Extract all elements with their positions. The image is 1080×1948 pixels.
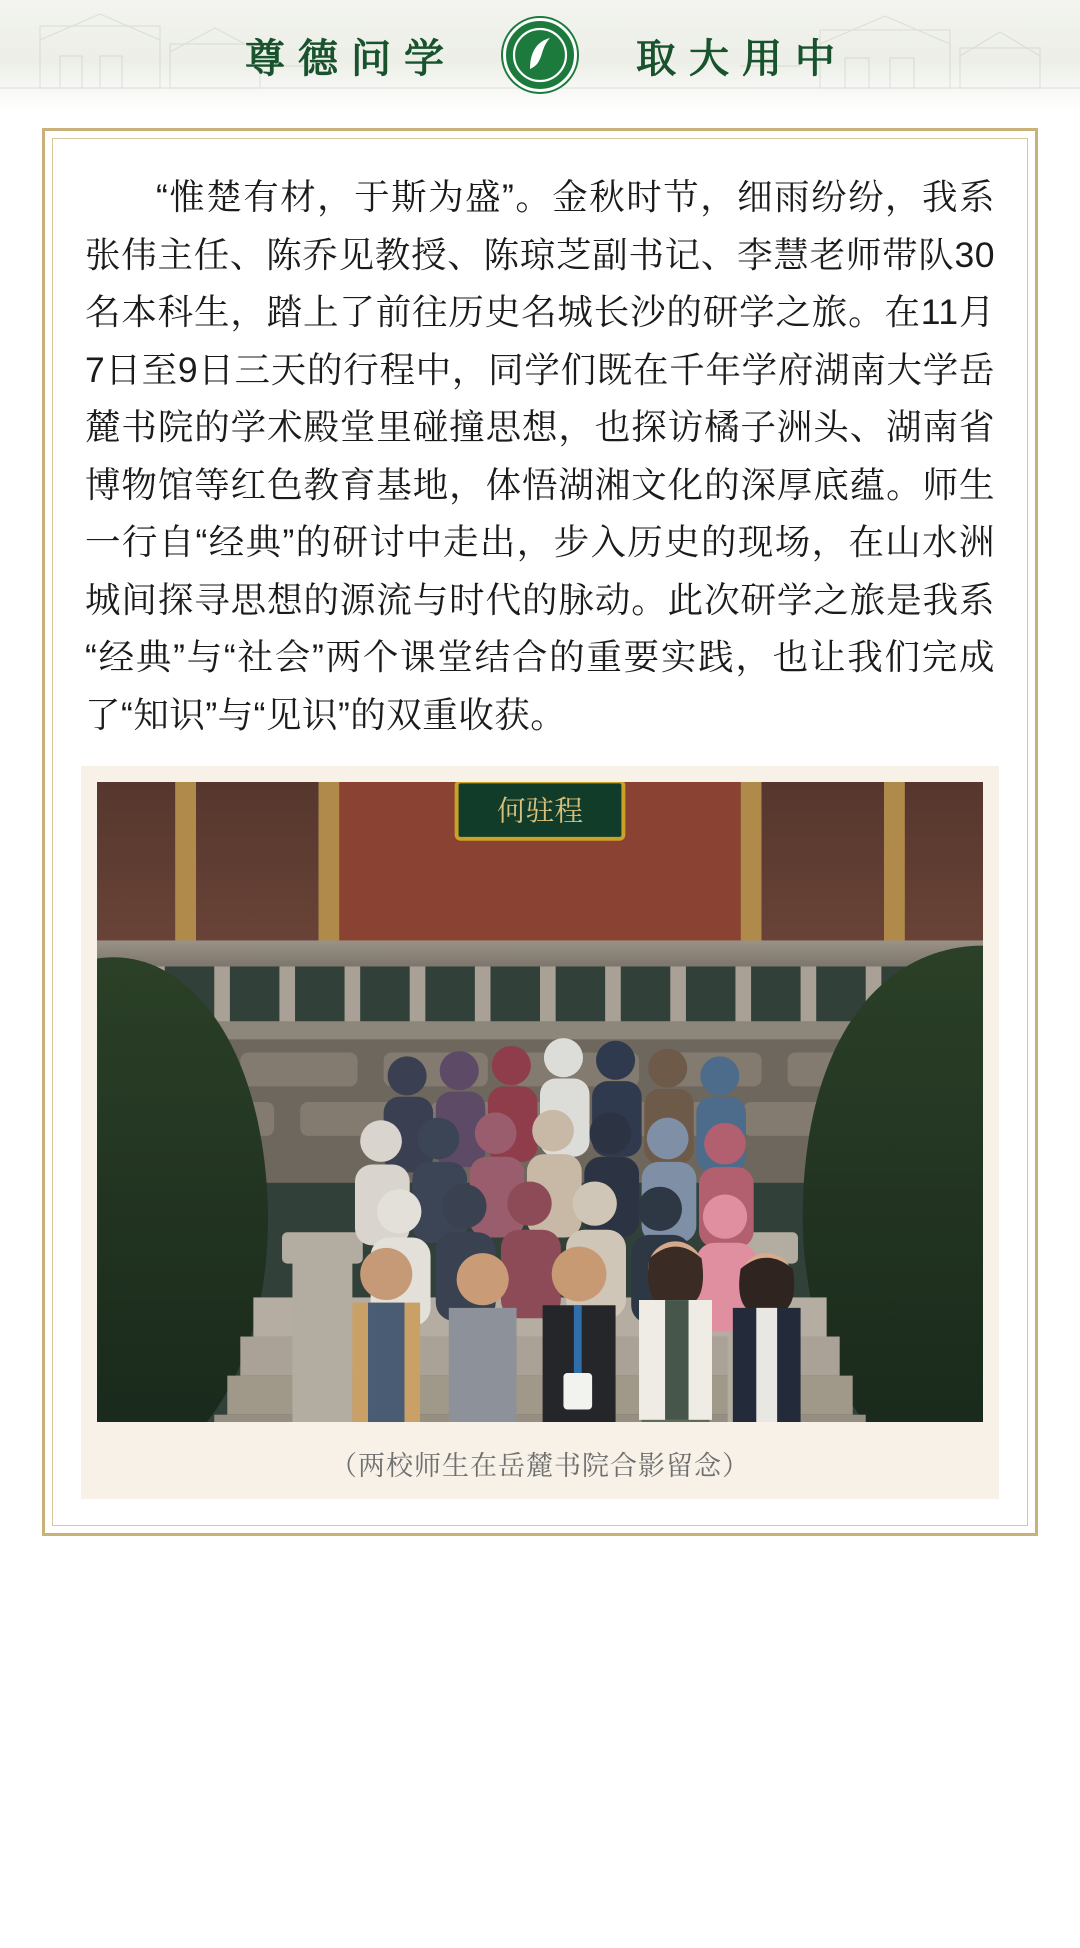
article-frame-outer [42, 128, 1038, 1536]
group-photo-figure [81, 766, 999, 1499]
article-paragraph: “惟楚有材，于斯为盛”。金秋时节，细雨纷纷，我系张伟主任、陈乔见教授、陈琼芝副书记、李慧老师带队30名本科生，踏上了前往历史名城长沙的研学之旅。在11月7日至9日三天的行程中，同学们既在千年学府湖南大学岳麓书院的学术殿堂里碰撞思想，也探访橘子洲头、湖南省博物馆等红色教育基地，体悟湖湘文化的深厚底蕴。师生一行自“经典”的研讨中走出，步入历史的现场，在山水洲城间探寻思想的源流与时代的脉动。此次研学之旅是我系“经典”与“社会”两个课堂结合的重要实践，也让我们完成了“知识”与“见识”的双重收获。 [85, 177, 995, 735]
group-photo [97, 782, 983, 1422]
school-emblem-icon [503, 18, 577, 92]
header-motto-left: 尊德问学 [245, 35, 457, 81]
header-motto-right: 取大用中 [636, 35, 848, 81]
svg-text:何驻程: 何驻程 [497, 795, 583, 828]
page-header [0, 0, 1080, 110]
photo-caption: （两校师生在岳麓书院合影留念） [330, 1451, 750, 1481]
article-frame-inner [52, 138, 1028, 1526]
